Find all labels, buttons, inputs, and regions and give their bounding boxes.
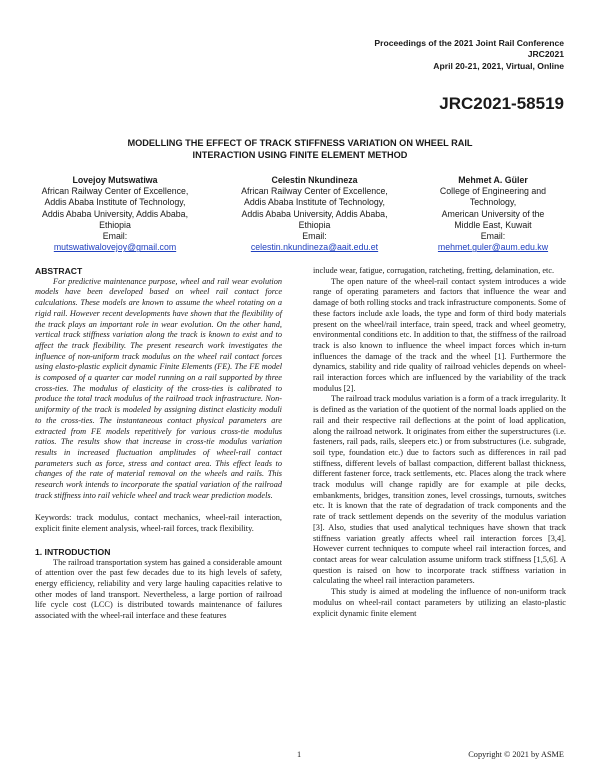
author-affiliation: African Railway Center of Excellence, — [41, 186, 189, 197]
author-affiliation: Ethiopia — [298, 219, 331, 230]
conference-info — [374, 38, 564, 72]
paper-id: JRC2021-58519 — [439, 94, 564, 113]
author-email-link[interactable]: mutswatiwalovejoy@gmail.com — [53, 242, 177, 253]
paper-title — [60, 137, 540, 161]
paragraph: include wear, fatigue, corrugation, ratcheting, fretting, delamination, etc. — [313, 266, 555, 275]
author-email-link[interactable]: celestin.nkundineza@aait.edu.et — [250, 242, 379, 253]
author-affiliation: Addis Ababa Institute of Technology, — [243, 197, 385, 208]
author-affiliation: Addis Ababa Institute of Technology, — [44, 197, 186, 208]
introduction-heading: 1. INTRODUCTION — [35, 546, 111, 557]
left-column — [35, 266, 282, 622]
author-email-link[interactable]: mehmet.guler@aum.edu.kw — [437, 242, 549, 253]
author-affiliation: African Railway Center of Excellence, — [241, 186, 388, 197]
author-affiliation: Addis Ababa University, Addis Ababa, — [41, 208, 189, 219]
right-column — [313, 266, 566, 619]
author-affiliation: Technology, — [469, 197, 517, 208]
author-3 — [418, 175, 568, 253]
author-affiliation: American University of the — [441, 208, 545, 219]
author-affiliation: Ethiopia — [99, 219, 131, 230]
email-label: Email: — [480, 231, 506, 242]
author-2 — [232, 175, 397, 253]
introduction-text: The railroad transportation system has gained a considerable amount of attention over the past few decades due to its high levels of safety, energy efficiency, reliability and very large hauling capacities relative to other modes of land transport. Nevertheless, a large portion of railroad life cycle cost (LCC) is distributed towards maintenance of failures associated with the wheel-rail interface and these features — [35, 557, 282, 621]
page-number: 1 — [297, 750, 302, 759]
keywords: Keywords: track modulus, contact mechanics, wheel-rail interaction, explicit finite element analysis, wheel-rail forces, track flexibility. — [35, 513, 282, 534]
paragraph: The railroad track modulus variation is a form of a track irregularity. It is defined as the variation of the quotient of the normal loads applied on the rail and their respective rail deflections at the point of load application, along the railroad network. It originates from either the superstructures (i.e. fasteners, rail pads, rails, sleepers etc.) or from substructures (i.e. subgrade, soil type, foundation etc.) due to factors such as differences in rail pad stiffness, different levels of ballast compaction, different ballast thickness, different fastener force, track settlements, etc. Places along the track where track modulus will change rapidly are for example at pile decks, embankments, bridges, transition zones, level crossings, turnouts, switches etc. It is known that the rate of degradation of track components and the rate of track settlement depends on the severity of the modulus variation [3]. Also, studies that used analytical techniques have shown that track stiffness variation greatly affects wheel rail interaction forces [3,4]. However current techniques to compute wheel rail interaction forces, and contact areas for wear calculation assume uniform track stiffness [1,5,6]. A question is raised on how to incorporate track stiffness variation in calculating the wheel rail interaction parameters. — [313, 394, 566, 586]
conference-code: JRC2021 — [527, 49, 564, 60]
author-affiliation: Middle East, Kuwait — [454, 219, 532, 230]
conference-dates: April 20-21, 2021, Virtual, Online — [433, 60, 564, 71]
title-line-2: INTERACTION USING FINITE ELEMENT METHOD — [192, 150, 408, 160]
abstract-text: For predictive maintenance purpose, wheel and rail wear evolution models have been developed based on wheel rail contact force calculations. These models are known to assume the wheel rotating on a rigid rail. However recent developments have shown that the flexibility of the track plays an important role in wear evolution. On the other hand, vertical track stiffness variation along the track is known to exist and to affect the track flexibility. The present research work investigates the influence of non-uniform track modulus on the wheel rail contact forces using elasto-plastic explicit dynamic Finite Elements (FE). The FE model is composed of a quarter car model running on a rail supported by three cross-ties. The modulus of elasticity of the cross-ties is calibrated to produce the total track modulus of the railroad track infrastructure. Non-uniformity of the track is modeled by assigning distinct elasticity moduli to the cross-ties. The instantaneous contact physical parameters are extracted from FE models repetitively for various cross-tie modulus ratios. The results show that increase in cross-tie modulus variation results in increased fluctuation amplitudes of wheel-rail contact parameters such as force, stress and contact area. This effect leads to changes of the rate of material removal on the wheels and rails. This research work intends to incorporate the spatial variation of the railroad track stiffness into rail vehicle wheel and track wear prediction models. — [35, 276, 282, 500]
email-label: Email: — [302, 231, 327, 242]
author-affiliation: Addis Ababa University, Addis Ababa, — [241, 208, 388, 219]
title-line-1: MODELLING THE EFFECT OF TRACK STIFFNESS VARIATION ON WHEEL RAIL — [127, 138, 473, 148]
copyright-notice: Copyright © 2021 by ASME — [468, 750, 564, 759]
email-label: Email: — [102, 231, 128, 242]
abstract-heading: ABSTRACT — [35, 266, 83, 276]
paragraph: This study is aimed at modeling the influence of non-uniform track modulus on wheel-rail contact parameters by utilizing an elasto-plastic explicit dynamic finite element — [313, 587, 566, 618]
author-name: Mehmet A. Güler — [458, 175, 528, 185]
paragraph: The open nature of the wheel-rail contact system introduces a wide range of operating parameters and factors that influence the wear and damage of both rolling stocks and track infrastructure components. Some of these factors include axle loads, the type and form of third body materials present on the wheel/rail interface, train speed, track and wheel geometry, environmental conditions etc. In addition to that, the stiffness of the railroad track is also known to influence the wheel impact forces which in-turn influences the damage of the track and the wheel [1]. Furthermore the dynamics, stability and ride quality of railroad vehicles depends on wheel-rail interaction forces which are influenced by the variability of the track modulus [2]. — [313, 276, 566, 393]
author-name: Lovejoy Mutswatiwa — [72, 175, 158, 185]
author-affiliation: College of Engineering and — [439, 186, 547, 197]
author-1 — [35, 175, 195, 253]
author-name: Celestin Nkundineza — [271, 175, 358, 185]
conference-name: Proceedings of the 2021 Joint Rail Conference — [374, 38, 564, 48]
